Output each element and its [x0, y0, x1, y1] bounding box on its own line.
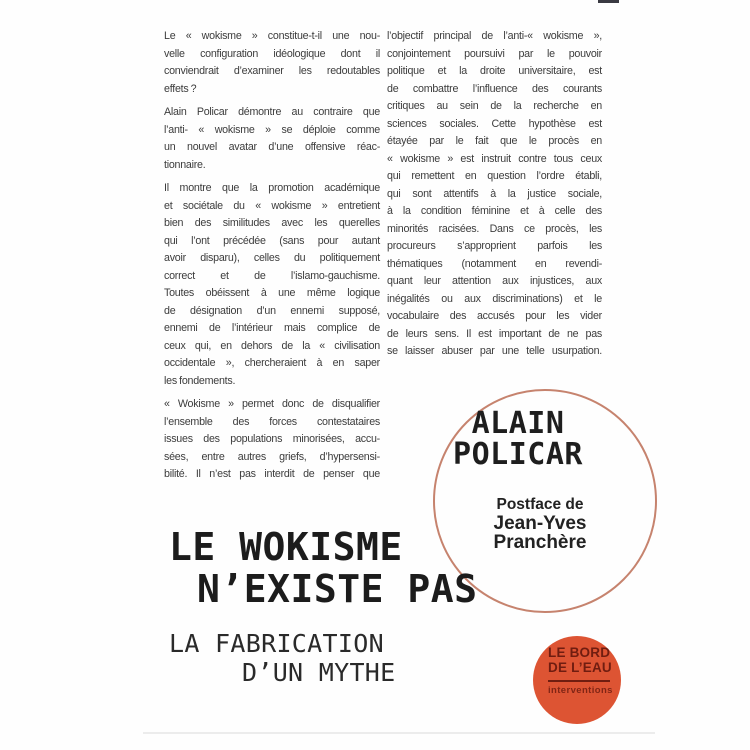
text-line: sciences sociales. Cette hypothèse est [387, 117, 602, 130]
paragraph [164, 104, 380, 174]
text-line: ceux qui, en dehors de la « civilisation [164, 339, 380, 352]
text-line: inégalités ou aux discriminations) et le [387, 292, 602, 305]
text-line: thématiques (notamment en revendi- [387, 257, 602, 270]
text-line: l’anti- « wokisme » se déploie comme [164, 123, 380, 136]
text-line: de combattre l’influence des courants [387, 82, 602, 95]
text-line: politique et la droite universitaire, est [387, 65, 602, 77]
text-line: tionnaire. [164, 158, 206, 171]
text-line: l’objectif principal de l’anti-« wokisme », [387, 30, 602, 42]
author-last-name: POLICAR [453, 437, 583, 472]
paragraph [164, 180, 380, 390]
text-line: se laisser abuser par une telle usurpation. [387, 345, 602, 357]
text-line: issues des populations minorisées, accu- [164, 433, 380, 445]
publisher-logo-rule [548, 680, 610, 682]
text-line: et sociétale du « wokisme » entretient [164, 199, 380, 212]
text-line: minorités racisées. Dans ce procès, les [387, 222, 602, 235]
text-line: vocabulaire des accusés pour les vider [387, 310, 602, 322]
text-line: « wokisme » est instruit contre tous ceux [387, 152, 602, 165]
paragraph [164, 396, 380, 484]
author-first-name: ALAIN [471, 406, 565, 441]
postface-label: Postface de [496, 496, 584, 513]
text-line: un nouvel avatar d’une offensive réac- [164, 141, 380, 153]
text-line: Le « wokisme » constitue-t-il une nou- [164, 30, 380, 42]
text-line: Il montre que la promotion académique [164, 182, 380, 194]
text-line: effets ? [164, 82, 197, 95]
text-line: étayée par le fait que le procès en [387, 135, 602, 147]
book-subtitle-line1: LA FABRICATION [169, 629, 384, 658]
publisher-collection: interventions [548, 685, 613, 696]
author-name [406, 408, 630, 470]
text-line: velle configuration idéologique dont il [164, 47, 380, 60]
text-line: « Wokisme » permet donc de disqualifier [164, 398, 380, 410]
text-line: bilité. Il n’est pas interdit de penser que [164, 468, 380, 480]
text-line: Alain Policar démontre au contraire que [164, 106, 380, 118]
text-line: ennemi de l’intérieur mais complice de [164, 322, 380, 334]
book-title-line1: LE WOKISME [169, 525, 403, 569]
text-line: occidentale », chercheraient à en saper [164, 357, 380, 369]
postface-author-lastname: Pranchère [493, 532, 587, 553]
text-line: conjointement poursuivi par le pouvoir [387, 47, 602, 60]
text-line: de leurs sens. Il est important de ne pas [387, 327, 602, 340]
text-line: sées, entre autres griefs, d’hypersensi- [164, 450, 380, 463]
book-subtitle-line2: D’UN MYTHE [242, 658, 396, 687]
text-line: qui sont attentifs à la justice sociale, [387, 187, 602, 200]
text-line: avoir disparu), celles du politiquement [164, 252, 380, 264]
text-line: correct et de l’islamo-gauchisme. [164, 269, 380, 282]
text-line: conviendrait d’examiner les redoutables [164, 65, 380, 77]
back-cover-text-right-column [387, 28, 602, 367]
photo-artifact [598, 0, 619, 3]
text-line: bien des similitudes avec les querelles [164, 217, 380, 229]
publisher-name-line1: LE BORD [548, 645, 611, 660]
text-line: qui l’ont précédée (sans pour autant [164, 234, 380, 247]
book-title-line2: N’EXISTE PAS [197, 567, 478, 611]
book-title [169, 526, 478, 610]
text-line: l’ensemble des forces contestataires [164, 415, 380, 428]
publisher-name-line2: DE L’EAU [548, 660, 612, 675]
cover-bottom-edge [143, 732, 655, 734]
text-line: critiques au sein de la recherche en [387, 100, 602, 112]
text-line: quant leur attention aux injustices, aux [387, 275, 602, 287]
back-cover-text-left-column [164, 28, 380, 490]
publisher-logo [533, 636, 621, 724]
paragraph [164, 28, 380, 98]
text-line: à la condition féminine et à celle des [387, 205, 602, 217]
text-line: les fondements. [164, 374, 236, 387]
text-line: Toutes obéissent à une même logique [164, 287, 380, 299]
book-subtitle [169, 629, 396, 687]
paragraph [387, 28, 602, 361]
text-line: qui remettent en question l’ordre établi, [387, 170, 602, 182]
publisher-name [548, 645, 612, 675]
text-line: procureurs s’approprient parfois les [387, 240, 602, 252]
text-line: de désignation d’un ennemi supposé, [164, 304, 380, 317]
postface-author-firstname: Jean-Yves [493, 513, 587, 534]
